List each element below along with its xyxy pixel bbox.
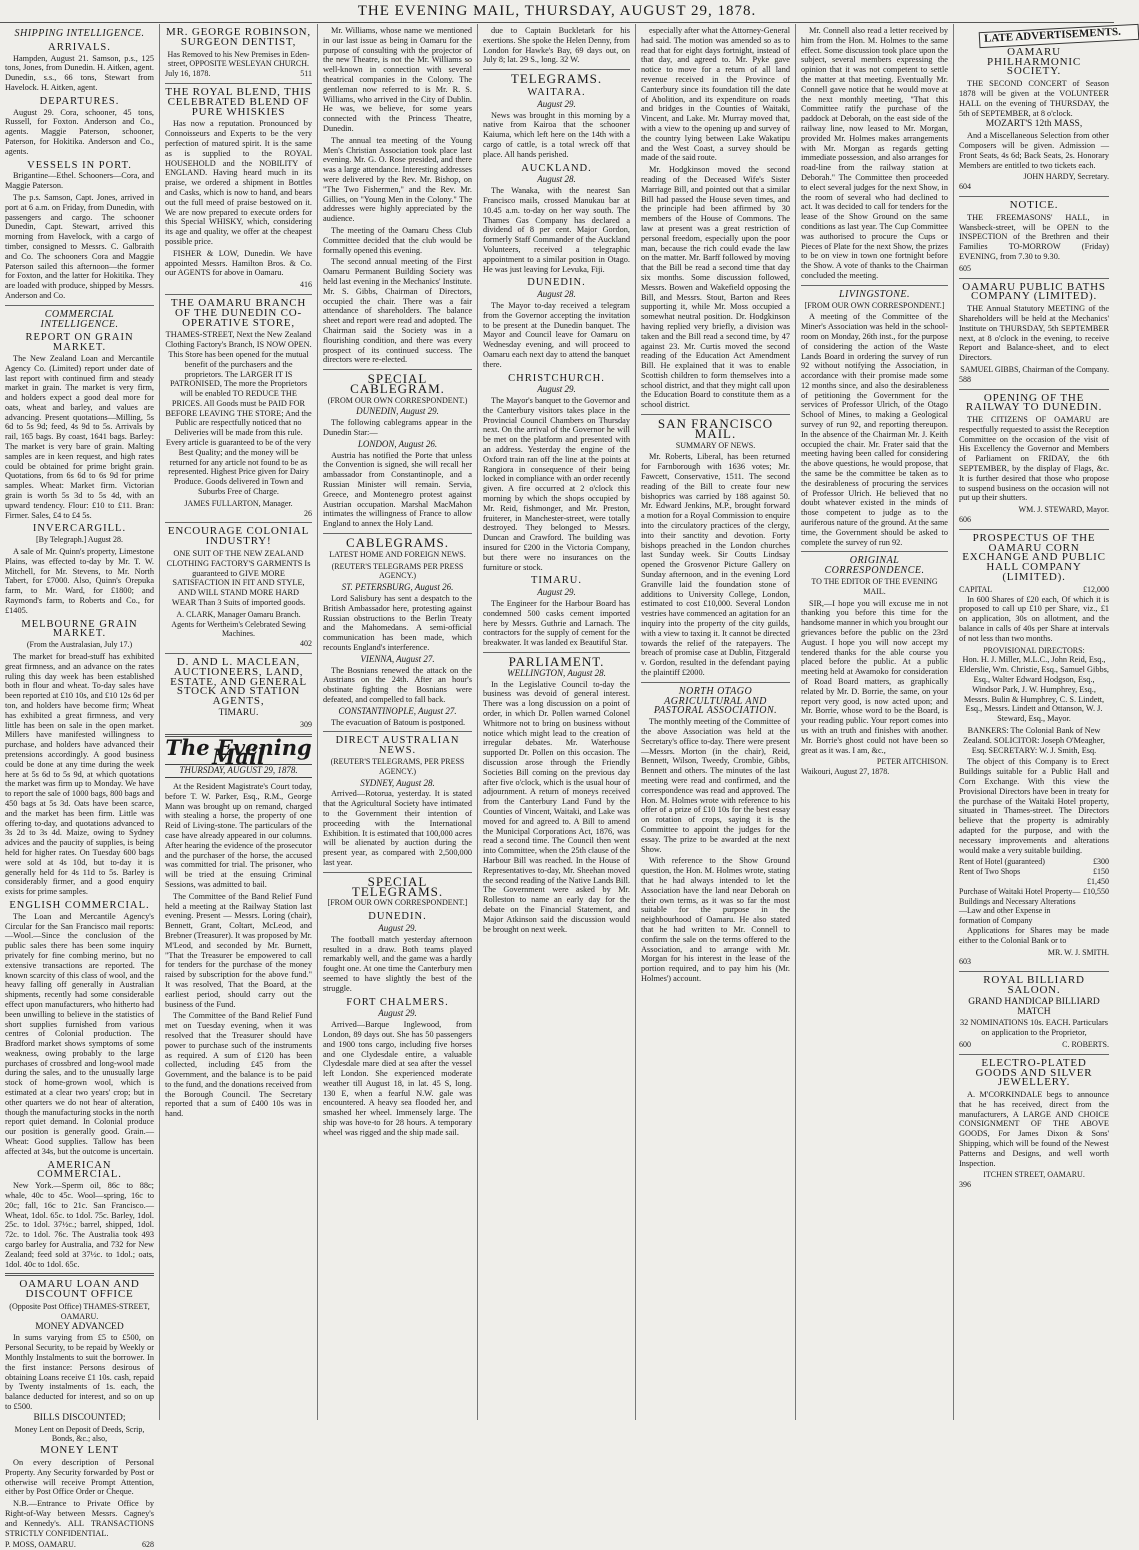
fishburn-text: FISHER & LOW, Dunedin. We have appointed Messrs. Hamilton Bros. & Co. our AGENTS for above in Oamaru. bbox=[165, 248, 312, 278]
livingstone-text: A meeting of the Committee of the Miner's Association was held in the school-room on Monday, 26th inst., for the purpose of considering the action of the Waste Lands Board in ordering the survey of run 92 without notifying the Association, in accordance with their promise made some 12 months since, and also the desirableness of petitioning the Government for the services of Professor Ulrich, of the Otago School of Mines, to making a Geological survey of run 92, and reporting thereupon. In the absence of the Chairman Mr. J. Keith occupied the chair. Mr. Frater said that the meeting having been called for considering the above questions, he would propose, that the same be the committee be taken as to the desirableness of procuring the services of Professor Ulrich. He believed that no doubt whatever existed in the minds of those competent to judge as to the auriferous nature of the ground. At the same time, the Government should be asked to complete the survey of run 92. bbox=[801, 312, 948, 547]
column-4 bbox=[478, 24, 636, 1420]
divider bbox=[165, 653, 312, 654]
electro-text: A. M'CORKINDALE begs to announce that he has received, direct from the manufacturers, A LARGE AND CHOICE CONSIGNMENT OF THE ABOVE GOODS, For James Dixon & Sons' Shipping, which will be found of the Newest Patterns and Designs, and well worth Inspection. bbox=[959, 1090, 1109, 1168]
column-2 bbox=[160, 24, 318, 1420]
capital-label: CAPITAL bbox=[959, 584, 993, 594]
coop-text: THAMES-STREET, Next the New Zealand Clothing Factory's Branch, IS NOW OPEN. This Store has been opened for the mutual benefit of the purchasers and the proprietors. The LARGER IT IS PATRONISED, The more the Proprietors will be enabled TO REDUCE THE PRICES. All Goods must be PAID FOR BEFORE LEAVING THE STORE; And the Public are respectfully noticed that no Deliveries will be made from this rule. Every article is guaranteed to be of the very Best Quality; and the money will be returned for any article not found to be as represented. Highest Price given for Dairy Produce. Goods delivered in Town and Suburbs Free of Charge. bbox=[165, 330, 312, 497]
late-ads-banner: LATE ADVERTISEMENTS. bbox=[979, 24, 1139, 48]
cable-place: DUNEDIN, August 29. bbox=[356, 406, 439, 417]
baths-ad bbox=[959, 280, 1109, 385]
loan-office-ad bbox=[5, 1280, 154, 1550]
american-text: New York.—Sperm oil, 86c to 88c; whale, 40c to 45c. Wool—spring, 16c to 20c; fall, 16c to 21c. San Francisco.—Wheat, 1dol. 65c. to 1dol. 75c. Barley, 1dol. 25c. to 1dol. 37½c.; barrel, shipped, 1dol. 72c. to 1dol. 76c. The Australia took 493 cargo barley for Australia, and 732 for New Zealand; feed sold at 37½c. to 1dol.; oats, 1dol. 40c to 1dol. 65c. bbox=[5, 1181, 154, 1269]
billiard-ad bbox=[959, 976, 1109, 1050]
encourage-ad bbox=[165, 527, 312, 649]
christchurch-heading: CHRISTCHURCH. bbox=[508, 372, 605, 384]
grain-text: The New Zealand Loan and Mercantile Agency Co. (Limited) report under date of last report with continued firm and steady market in grain. The market is very firm, and holders expect a good deal more for oats, wheat and barley, and values are advancing. Present quotations—Milling, 5s 6d to 5s 9d; feed, 4s 9d to 5s. Arrivals by rail, 165 bags. By coast, 1641 bags. Barley: The market is very bare of grain. Malting samples are in keen request, and high rates could be obtained for prime bright grain. Quotations, from 6s 6d to 6s 9d for prime samples. Wheat: Market firm. Victorian grain is worth 5s 3d to 5s 4d, with an upward tendency. Flour: £10 to £11. Bran: Firmer. Sales, £4 to £4 5s. bbox=[5, 353, 154, 520]
body-text: Mr. Hodgkinson moved the second reading of the Deceased Wife's Sister Marriage Bill, and pointed out that a similar Bill had passed the House seven times, and the principle had been affirmed by 30 members of the House of Commons. The law at present was a great restriction of personal freedom, especially upon the poor man, because the rich could evade the law on the matter. Mr. Barff followed by moving that the Bill be read a second time that day six months. Some discussion followed, Messrs. Bowen and Wakefield opposing the Bill, and Messrs. Stout, Barton and Rees supporting it, while Mr. Moss occupied a somewhat neutral position. Dr. Hodgkinson having replied very briefly, a division was taken and the Bill read a second time, by 47 against 23. Mr. Curtis moved the second reading of the Education Act Amendment Bill. He explained that it was to enable Scottish children to form themselves into a school district, and that they might call upon the Education Board to constitute them as a school district. bbox=[641, 165, 790, 410]
encourage-agents: Agents for Wertheim's Celebrated Sewing Machines. bbox=[171, 619, 306, 639]
money-text: In sums varying from £5 to £500, on Personal Security, to be repaid by Weekly or Monthly Instalments to suit the borrower. In the first instance: Persons desirous of obtaining Loans receive £1 10s. cash, repaid by Twenty instalments of 1s. each, the balance deducted for interest, and so on up to £500. bbox=[5, 1333, 154, 1411]
prospectus-title: PROSPECTUS OF THE OAMARU CORN EXCHANGE AND PUBLIC HALL COMPANY (LIMITED). bbox=[962, 531, 1106, 584]
divider bbox=[959, 1054, 1109, 1055]
philharmonic-sign: JOHN HARDY, Secretary. bbox=[1023, 172, 1109, 182]
vienna-place: VIENNA, August 27. bbox=[360, 653, 435, 664]
applications-sign: MR. W. J. SMITH. bbox=[1047, 947, 1109, 957]
tea-text: The annual tea meeting of the Young Men's Christian Association took place last evening. Mr. G. O. Rose presided, and there was a large attendance. Interesting addresses were delivered by the Rev. Mr. Bishop, on "The Two Fishermen," and the Rev. Mr. Gillies, on "Young Men in the Colony." The addresses were highly appreciated by the audience. bbox=[323, 135, 472, 224]
grain-heading: REPORT ON GRAIN MARKET. bbox=[25, 332, 134, 354]
dunedin-place: August 29. bbox=[378, 922, 417, 933]
loan-office-sub: (Opposite Post Office) THAMES-STREET, OAMARU. bbox=[9, 1302, 150, 1321]
applications-num: 603 bbox=[959, 957, 971, 967]
railway-num: 606 bbox=[959, 515, 971, 525]
divider bbox=[323, 369, 472, 370]
closing-text: With reference to the Show Ground question, the Hon. M. Holmes wrote, stating that he had always intended to let the Association have the land near Deborah on their own terms, as it was so far the most suitable for the purpose in the neighbourhood of Oamaru. He also stated that he had written to Mr. Connell to confirm the sale on the terms offered to the Association, and to arrange with Mr. Morgan for his interest in the lease of the portion required, and to pay him his (Mr. Holmes') account. bbox=[641, 856, 790, 983]
divider bbox=[165, 522, 312, 523]
electro-num: 396 bbox=[959, 1180, 971, 1190]
encourage-num: 402 bbox=[300, 639, 312, 649]
estimate-value: £300 bbox=[1093, 857, 1109, 867]
sf-text: Mr. Roberts, Liberal, has been returned for Farnborough with 1636 votes; Mr. Fawcett, Conservative, 1511. The second reading of the Bill to create four new bishoprics was carried by 188 against 50. Mr. Edward Jenkins, M.P., brought forward a motion for a Royal Commission to enquire into the circulatory practices of the clergy, into their sanctity and devotion. Forty bishops preached in the London churches last Sunday week. Sir Coutts Lindsay opened the Grosvenor Picture Gallery on Sunday afternoon, and in the evening Lord Granville laid the foundation stone of additions to University College, London, estimated to cost £10,000. Several London vestries have commenced an agitation for an inquiry into the property of the city guilds, with a view to taxing it. It cannot be directed towards the relief of the ratepayers. The breach of promise case at Dublin, Fitzgerald v. Gordon, resulted in the defendant paying the plaintiff £2000. bbox=[641, 452, 790, 677]
dunedin-text: The football match yesterday afternoon resulted in a draw. Both teams played remarkably well, and the game was a hardly fought one. At one time the Canterbury men seemed to have slightly the best of the struggle. bbox=[323, 934, 472, 993]
estimate-value: £10,550 bbox=[1083, 886, 1109, 896]
arrivals-heading: ARRIVALS. bbox=[48, 41, 111, 53]
moment-text: On every description of Personal Property. Any Security forwarded by Post or otherwise will receive Prompt Attention, either by Post Office Order or Cheque. bbox=[5, 1457, 154, 1497]
philharmonic-num: 604 bbox=[959, 182, 971, 192]
table-row bbox=[959, 857, 1109, 867]
coop-num: 26 bbox=[304, 508, 312, 518]
arrivals-text: Hampden, August 21. Samson, p.s., 125 tons, Jones, from Dunedin. H. Aitken, agent. Dunedin, s.s., 66 tons, Stewart from Havelock. H. Aitken, agent. bbox=[5, 53, 154, 92]
estimate-label: Rent of Hotel (guaranteed) bbox=[959, 857, 1045, 867]
estimate-label: Rent of Two Shops bbox=[959, 867, 1021, 877]
livingstone-heading: LIVINGSTONE. bbox=[838, 288, 911, 300]
divider bbox=[959, 196, 1109, 197]
capital-text: In 600 Shares of £20 each, Of which it is proposed to call up £10 per Share, viz., £1 on application, 30s on allotment, and the balance in calls of 40s per Share at intervals of not less than two months. bbox=[959, 594, 1109, 643]
railway-sign: WM. J. STEWARD, Mayor. bbox=[1018, 505, 1109, 515]
invercargill-sub: [By Telegraph.] August 28. bbox=[35, 535, 124, 545]
newspaper-nameplate: The Evening Mail bbox=[165, 734, 312, 770]
philharmonic-ad bbox=[959, 45, 1109, 192]
sydney-place: SYDNEY, August 28. bbox=[360, 777, 435, 788]
english-text: The Loan and Mercantile Agency's Circular for the San Francisco mail reports:—Wool.—Since the conclusion of the public sales there has been some inquiry privately for fine combing merino, but no extensive transactions are reported. The known scarcity of this class of wool, and the heavy falling off generally in Australian shipments, recently had some considerable effect upon manufacturers, who hitherto had been unwilling to believe in the statistics of short supplies furnished from various centres of Colonial production. The Bradford market shows symptoms of some weakness, owing probably to the large purchases of crossbred and long-wool made during the sales, and to the unusually large stock of home-grown wool, which is estimated at a clear two years' crop; but in other quarters we do not hear of alteration, though the manufacturing stocks in the north report quiet demand. In Colonial produce our position is generally good. Grain.—Wheat: Good supplies. Tallow has been affected at 34s, but the outcome is uncertain. bbox=[5, 911, 154, 1156]
divider bbox=[959, 278, 1109, 279]
constantinople-place: CONSTANTINOPLE, August 27. bbox=[338, 705, 457, 716]
auckland-heading: AUCKLAND. bbox=[521, 162, 592, 174]
divider bbox=[641, 414, 790, 415]
bills-text: Money Lent on Deposit of Deeds, Scrip, Bonds, &c.; also, bbox=[14, 1424, 145, 1444]
moment-heading: MONEY LENT bbox=[40, 1444, 119, 1457]
divider bbox=[801, 285, 948, 286]
column-6 bbox=[796, 24, 954, 1420]
maclean-ad bbox=[165, 658, 312, 730]
divider bbox=[641, 682, 790, 683]
constantinople-text: The evacuation of Batoum is postponed. bbox=[331, 717, 466, 727]
philharmonic-text: THE SECOND CONCERT of Season 1878 will be given at the VOLUNTEER HALL on the evening of THURSDAY, the 5th of SEPTEMBER, at 8 o'clock. bbox=[959, 79, 1109, 118]
object-text: The object of this Company is to Erect Buildings suitable for a Public Hall and Corn Exchange. With this view the Provisional Directors have been in treaty for the purchase of the Waitaki Hotel property, situated in Thames-street. The Directors believe that the property is admirably adapted for the purpose, and with the necessary improvements and alterations would make a very suitable building. bbox=[959, 757, 1109, 855]
philharmonic-more: And a Miscellaneous Selection from other Composers will be given. Admission — Front Seats, 4s 6d; Back Seats, 2s. Honorary Members are entitled to two tickets each. bbox=[959, 131, 1109, 170]
melbourne-text: The market for bread-stuff has exhibited great firmness, and an advance on the rates ruling this day week has been established both in flour and wheat. To-day sales have been reported at £10 10s, and £10 12s 6d per ton, and holders have become firm; Wheat has exhibited a great firmness, and very little has been on sale in the open market. Millers have manifested willingness to purchase, and holders have advanced their pretensions accordingly. A good business could be done at any time during the week here at 5s 6d to 5s 9d, at which quotations the market was firm up to Monday. We have to report the sale of 1000 bags, 800 bags and 450 bags at 5s 3d. Oats have been scarce, and the market has been firm. Little was offering to-day, and quotations advanced to 3s 2d to 3s 4d. Maize, owing to Sydney advices and the paucity of supplies, is being held for higher rates. On Tuesday 600 bags were sold at 4s 10d, but to-day it is generally held for 4s 11d to 5s. Barley is considerably firmer, and a good enquiry exists for prime samples. bbox=[5, 652, 154, 897]
encourage-title: ENCOURAGE COLONIAL INDUSTRY! bbox=[167, 525, 310, 548]
petersburg-place: ST. PETERSBURG, August 26. bbox=[341, 582, 454, 593]
table-row bbox=[959, 877, 1109, 887]
parliament-text: In the Legislative Council to-day the business was devoid of general interest. There was a long discussion on a point of order, in which Dr. Pollen warned Colonel Whitmore not to bring on business without notice which might lead to the creation of irregular debates. Mr. Waterhouse supported Dr. Pollen on this occasion. The discussion arose through the Friendly Societies Bill coming on the previous day after five o'clock, which is the usual hour of adjournment. A return of moneys received from the Canterbury Land Fund by the Counties of Vincent, Waitaki, and Lake was moved for and agreed to. A Bill to amend the Municipal Corporations Act, 1876, was read a second time. The Council then went into Committee, when the 25th clause of the Harbour Bill was reached. In the House of Representatives to-day, Mr. Sheehan moved the second reading of the Native Lands Bill. The Government were asked by Mr. Rolleston to name an early day for the debate on the Financial Statement, and Major Atkinson said the discussion would be brought on next week. bbox=[483, 679, 631, 934]
column-7 bbox=[954, 24, 1122, 1420]
cable-sub: (FROM OUR OWN CORRESPONDENT.) bbox=[327, 395, 468, 405]
parliament-heading: PARLIAMENT. bbox=[508, 654, 605, 670]
nota-heading: NORTH OTAGO AGRICULTURAL AND PASTORAL ASSOCIATION. bbox=[653, 685, 778, 717]
table-row bbox=[959, 887, 1109, 926]
notice-title: NOTICE. bbox=[1009, 198, 1059, 211]
original-sub: TO THE EDITOR OF THE EVENING MAIL. bbox=[811, 577, 938, 596]
robinson-footer bbox=[165, 69, 312, 79]
divider bbox=[323, 533, 472, 534]
bills-heading: BILLS DISCOUNTED; bbox=[33, 1412, 126, 1423]
directors-heading: PROVISIONAL DIRECTORS: bbox=[983, 645, 1085, 655]
waitara-text: News was brought in this morning by a native from Kairoa that the schooner Kaiuma, which left here on the 14th with a cargo of cattle, is a total wreck off that place. All hands perished. bbox=[483, 110, 630, 159]
billiard-sign: C. ROBERTS. bbox=[1062, 1039, 1109, 1049]
encourage-sign: A. CLARK, Manager Oamaru Branch. bbox=[176, 609, 301, 619]
dunedin-place: August 28. bbox=[537, 289, 576, 300]
dunedin-text: The Mayor to-day received a telegram from the Governor accepting the invitation to be present at the Dunedin banquet. The Mayor and Council leave for Oamaru on Wednesday evening, and will proceed to Oamaru each next day to attend the banquet there. bbox=[483, 300, 630, 369]
philharmonic-title: OAMARU PHILHARMONIC SOCIETY. bbox=[987, 45, 1081, 78]
railway-text: THE CITIZENS OF OAMARU are respectfully requested to assist the Reception Committee on the occasion of the visit of His Excellency the Governor and Members of Parliament on FRIDAY, the 6th SEPTEMBER, by the display of Flags, &c. It is further desired that those who propose to suspend business on the occasion will not put up their shutters. bbox=[959, 415, 1109, 503]
robinson-title: MR. GEORGE ROBINSON, SURGEON DENTIST, bbox=[166, 26, 311, 48]
intro-text: Mr. Connell also read a letter received by him from the Hon. M. Holmes to the same effect. Some discussion took place upon the subject, several members expressing the opinion that it was not competent to settle the matter at that meeting. Eventually Mr. Connell gave notice that he would move at the next monthly meeting, "That this Committee ratify the purchase of the paddock at Deborah, on the east side of the railway line, now leased to Mr. Morgan, provided Mr. Holmes makes arrangements with Mr. Morgan as regards getting immediate possession, and also arranges for road-line from the railway station at Deborah." The Committee then proceeded to elect several judges for the next Show, in the room of several who had declined to act. It was decided to call for tenders for the lease of the Show Ground on the same conditions as last year. The Cup Committee was authorised to procure the Cups or Pieces of Plate for the next Show, the prizes to be on view in town one fortnight before the Show. A vote of thanks to the Chairman concluded the meeting. bbox=[801, 26, 948, 280]
waitara-place: August 29. bbox=[537, 98, 576, 109]
london-text: Austria has notified the Porte that unless the Convention is signed, she will recall her ambassador from Constantinople, and a Russian Minister will remain. Servia, Greece, and Montenegro protest against Austrian occupation. Marshal MacMahon intimates the willingness of France to allow England to annex the Holy Land. bbox=[323, 450, 472, 529]
vessels-text: Brigantine—Ethel. Schooners—Cora, and Maggie Paterson. bbox=[5, 171, 154, 191]
divider bbox=[959, 971, 1109, 972]
billiard-text: 32 NOMINATIONS 10s. EACH. Particulars on application to the Proprietor, bbox=[960, 1018, 1108, 1038]
christchurch-place: August 29. bbox=[537, 384, 576, 395]
estimate-label: Purchase of Waitaki Hotel Property—Buildings and Necessary Alterations—Law and other Expense in formation of Company bbox=[959, 886, 1081, 926]
divider bbox=[165, 83, 312, 84]
petersburg-text: Lord Salisbury has sent a despatch to the British Ambassador here, protesting against Russian obstructions to the Berlin Treaty and the Mahomedans. A semi-official communication has been made, which recounts England's interference. bbox=[323, 594, 472, 653]
blend-ad bbox=[165, 85, 312, 290]
telegrams-heading: TELEGRAMS. bbox=[510, 71, 603, 87]
divider bbox=[5, 305, 154, 306]
nota-text: The monthly meeting of the Committee of the above Association was held at the Secretary's office to-day. There were present—Messrs. Morton (in the chair), Reid, Bennett, Wilson, Tweedy, Crombie, Gibbs, Bennett and others. The minutes of the last meeting were read and confirmed, and the correspondence was read and approved. The Hon. M. Holmes wrote with reference to his offer of a prize of £10 10s for the best essay on rotation of crops, saying it is the Committee to appoint the judges for the essay. The prize to be awarded at the next Show. bbox=[641, 717, 790, 854]
estimate-table bbox=[959, 857, 1109, 926]
philharmonic-mass: MOZART'S 12th MASS, bbox=[985, 119, 1083, 130]
electro-sign: ITCHEN STREET, OAMARU. bbox=[983, 1170, 1085, 1180]
fort-text: Arrived—Barque Inglewood, from London, 89 days out. She has 50 passengers and 1900 tons cargo, including five horses and one Clydesdale entire, a valuable Clydesdale mare died at sea after the vessel left London. She experienced moderate weather till August 18, in lat. 45 S, long. 130 E, when a fearful N.W. gale was encountered. A heavy sea flooded her, and smashed her wheel. Immensely large. The ship was hove-to for 28 hours. A temporary wheel was rigged and the ship made sail. bbox=[323, 1020, 472, 1137]
special-sub: [FROM OUR OWN CORRESPONDENT.] bbox=[327, 898, 468, 908]
moss-text: P. MOSS, OAMARU. bbox=[5, 1540, 76, 1550]
special-heading: SPECIAL TELEGRAMS. bbox=[351, 873, 444, 899]
shipping-body: The p.s. Samson, Capt. Jones, arrived in port at 6 a.m. on Friday, from Dunedin, with passengers and cargo. The schooner Dunedin, Capt. Stewart, arrived this morning from Havelock, with a cargo of timber, consigned to Messrs. C. Galbraith and Co. The schooners Cora and Maggie Paterson sailed this afternoon—the former for Foxton, and the latter for Hokitika. They are loaded with produce, shipped by Messrs. Anderson and Co. bbox=[5, 192, 154, 300]
estimate-value: £1,450 bbox=[1087, 876, 1109, 886]
meeting-text: The second annual meeting of the First Oamaru Permanent Building Society was held last evening in the Mechanics' Institute. Mr. S. Gibbs, Chairman of Directors, occupied the chair. There was a fair attendance of shareholders. The balance sheet and report were read and adopted. The Chairman said the Society was in a flourishing condition, and there was every prospect of its continued success. The directors were re-elected. bbox=[323, 257, 472, 365]
intro-text: due to Captain Buckletark for his exertions. She spoke the Helen Denny, from London for Hawke's Bay, 69 days out, on July 8; lat. 29 S., long. 32 W. bbox=[483, 26, 630, 65]
divider bbox=[165, 294, 312, 295]
billiard-footer bbox=[959, 1040, 1109, 1050]
timaru-text: The Engineer for the Harbour Board has condemned 500 casks cement imported here by Messrs. Guthrie and Larnach. The contractors for the supply of cement for the breakwater. It was landed ex Beautiful Star. bbox=[483, 599, 630, 648]
money-heading: MONEY ADVANCED bbox=[35, 1321, 124, 1332]
dateline: THURSDAY, AUGUST 29, 1878. bbox=[165, 764, 312, 778]
newspaper-columns bbox=[0, 24, 1122, 1550]
cable-heading: SPECIAL CABLEGRAM. bbox=[350, 371, 445, 396]
divider bbox=[5, 1273, 154, 1276]
chess-text: The meeting of the Oamaru Chess Club Committee decided that the club would be formally opened this evening. bbox=[323, 225, 472, 255]
electro-title: ELECTRO-PLATED GOODS AND SILVER JEWELLERY. bbox=[975, 1056, 1093, 1089]
billiard-num: 600 bbox=[959, 1039, 971, 1049]
shipping-heading: SHIPPING INTELLIGENCE. bbox=[14, 28, 145, 39]
dunedin-heading: DUNEDIN. bbox=[368, 911, 427, 923]
livingstone-sub: [FROM OUR OWN CORRESPONDENT.] bbox=[804, 300, 945, 310]
baths-sign: SAMUEL GIBBS, Chairman of the Company. bbox=[960, 364, 1109, 374]
cablegrams-heading: CABLEGRAMS. bbox=[345, 535, 450, 551]
fort-heading: FORT CHALMERS. bbox=[346, 996, 449, 1008]
table-row bbox=[959, 867, 1109, 877]
capital-row bbox=[959, 585, 1109, 595]
bankers-text: BANKERS: The Colonial Bank of New Zealand. SOLICITOR: Joseph O'Meagher, Esq. SECRETARY: W. J. Smith, Esq. bbox=[963, 726, 1105, 755]
divider bbox=[959, 389, 1109, 390]
baths-title: OAMARU PUBLIC BATHS COMPANY (LIMITED). bbox=[962, 280, 1106, 303]
committee-text: The Committee of the Band Relief Fund met on Tuesday evening, when it was resolved that the Treasurer should have power to purchase such of the instruments as required. A sum of £120 has been collected, including £45 from the Government, and the balance is to be paid to the fund, and the donations received from the Borough Council. The Secretary reported that a sum of £400 10s was in hand. bbox=[165, 1011, 312, 1119]
encourage-text: ONE SUIT OF THE NEW ZEALAND CLOTHING FACTORY'S GARMENTS Is guaranteed to GIVE MORE SATISFACTION IN FIT AND STYLE, AND WILL STAND MORE HARD WEAR Than 3 Suits of imported goods. bbox=[166, 549, 311, 608]
melbourne-heading: MELBOURNE GRAIN MARKET. bbox=[21, 618, 138, 640]
baths-text: THE Annual Statutory MEETING of the Shareholders will be held at the Mechanics' Institute on THURSDAY, 5th SEPTEMBER next, at 8 o'clock in the evening, to receive Report and Balance-sheet, and to elect Directors. bbox=[959, 304, 1109, 363]
american-heading: AMERICAN COMMERCIAL. bbox=[37, 1159, 122, 1181]
notice-text: THE FREEMASONS' HALL, in Wansbeck-street, will be OPEN to the INSPECTION of the Brethren and their Families TO-MORROW (Friday) EVENING, from 7.30 to 9.30. bbox=[959, 212, 1109, 261]
capital-value: £12,000 bbox=[1083, 584, 1109, 594]
auckland-place: August 28. bbox=[537, 174, 576, 185]
reuter-note: (REUTER'S TELEGRAMS PER PRESS AGENCY.) bbox=[331, 561, 464, 581]
intro-text: Mr. Williams, whose name we mentioned in our last issue as being in Oamaru for the purpose of consulting with the projector of the new Theatre, is not the Mr. Williams so well-known in connection with several theatrical companies in the Colony. The gentleman now referred to is Mr. R. S. Williams, who arrived in the City of Dublin. He was, we believe, for some years connected with the Princess Theatre, Dunedin. bbox=[323, 26, 472, 133]
railway-title: OPENING OF THE RAILWAY TO DUNEDIN. bbox=[965, 391, 1103, 414]
estimate-value: £150 bbox=[1093, 867, 1109, 877]
timaru-place: August 29. bbox=[537, 587, 576, 598]
column-1 bbox=[0, 24, 160, 1550]
divider bbox=[959, 529, 1109, 530]
dunedin-heading: DUNEDIN. bbox=[527, 277, 586, 289]
notice-num: 605 bbox=[959, 263, 971, 273]
original-date: Waikouri, August 27, 1878. bbox=[801, 767, 890, 777]
english-heading: ENGLISH COMMERCIAL. bbox=[9, 899, 150, 911]
prospectus-ad bbox=[959, 531, 1109, 967]
melbourne-sub: (From the Australasian, July 17.) bbox=[26, 640, 133, 650]
robinson-text: Has Removed to his New Premises in Eden-street, OPPOSITE WESLEYAN CHURCH. bbox=[167, 49, 310, 69]
coop-title: THE OAMARU BRANCH OF THE DUNEDIN CO-OPERATIVE STORE, bbox=[170, 296, 307, 329]
column-5 bbox=[636, 24, 796, 1420]
sydney-text: Arrived—Rotorua, yesterday. It is stated that the Agricultural Society have intimated to the Government their intention of proceeding with the International Exhibition. It is estimated that 100,000 acres will be alienated by auction during the present year, as compared with 2,500,000 last year. bbox=[323, 789, 472, 867]
divider bbox=[323, 872, 472, 873]
maclean-title: D. AND L. MACLEAN, AUCTIONEERS, LAND, ESTATE, AND GENERAL STOCK AND STATION AGENTS, bbox=[170, 656, 307, 708]
billiard-sub: GRAND HANDICAP BILLIARD MATCH bbox=[968, 996, 1100, 1017]
vessels-heading: VESSELS IN PORT. bbox=[27, 159, 132, 171]
waitara-heading: WAITARA. bbox=[527, 86, 586, 98]
notice-ad bbox=[959, 198, 1109, 274]
auckland-text: The Wanaka, with the nearest San Francisco mails, crossed Manukau bar at 10.45 a.m. to-day on her way south. The Thames Gas Company has declared a dividend of 8 per cent. Major Gordon, formerly Staff Commander of the Auckland Volunteers, received a telegraphic appointment to a similar position in Otago. He was just leaving for Levuka, Fiji. bbox=[483, 186, 630, 274]
coop-sign: JAMES FULLARTON, Manager. bbox=[184, 498, 293, 508]
departures-text: August 29. Cora, schooner, 45 tons, Russell, for Foxton. Anderson and Co., agents. Maggie Paterson, schooner, Paterson, for Hokitika. Anderson and Co., agents. bbox=[5, 107, 154, 156]
sf-heading: SAN FRANCISCO MAIL. bbox=[657, 416, 774, 441]
invercargill-text: A sale of Mr. Quinn's property, Limestone Plains, was effected to-day by Mr. T. W. Mitchell, for Mr. Stevens, to Mr. North Tabert, for £7000. Also, Quinn's Orepuka farm, to Mr. Ward, for £1800; and Raymond's farm, to Roberts and Co., for £1405. bbox=[5, 547, 154, 615]
cablegrams-sub: LATEST HOME AND FOREIGN NEWS. bbox=[329, 549, 466, 559]
fort-place: August 29. bbox=[378, 1008, 417, 1019]
nb-text: N.B.—Entrance to Private Office by Right-of-Way between Messrs. Cagney's and Kennedy's. ALL TRANSACTIONS STRICTLY CONFIDENTIAL. bbox=[5, 1499, 154, 1538]
column-3 bbox=[318, 24, 478, 1420]
australian-heading: DIRECT AUSTRALIAN NEWS. bbox=[335, 735, 460, 757]
vienna-text: The Bosnians renewed the attack on the Austrians on the 24th. After an hour's obstinate fighting the Bosnians were defeated, and compelled to fall back. bbox=[323, 665, 472, 704]
railway-ad bbox=[959, 391, 1109, 525]
maclean-place: TIMARU. bbox=[218, 708, 259, 718]
fire-text: The Committee of the Band Relief Fund held a meeting at the Railway Station last evening. Present — Messrs. Loring (chair), Bennett, Grant, Coltart, McLeod, and Brebner (Treasurer). It was proposed by Mr. M'Leod, and seconded by Mr. Burnett, "That the Treasurer be empowered to call for tenders for the purchase of the money raised by subscription for the above fund." It was resolved, That the Board, at the earliest period, should carry out the business of the Fund. bbox=[165, 891, 312, 1009]
parliament-place: WELLINGTON, August 28. bbox=[507, 667, 606, 678]
australian-sub: (REUTER'S TELEGRAMS, PER PRESS AGENCY.) bbox=[330, 756, 465, 776]
applications-text: Applications for Shares may be made either to the Colonial Bank or to bbox=[959, 925, 1109, 945]
court-text: At the Resident Magistrate's Court today, before T. W. Parker, Esq., R.M., George Mann was brought up on remand, charged with stealing a horse, the property of one Reid of Living-stone. The particulars of the case have already appeared in our columns. After hearing the evidence of the prosecutor and the purchaser of the horse, the accused was committed for trial. The prisoner, who will be tried at the ensuing Criminal Sessions, was admitted to bail. bbox=[165, 781, 312, 889]
cable-text: The following cablegrams appear in the Dunedin Star:— bbox=[323, 418, 472, 438]
masthead: THE EVENING MAIL, THURSDAY, AUGUST 29, 1878. bbox=[0, 0, 1114, 23]
loan-office-title: OAMARU LOAN AND DISCOUNT OFFICE bbox=[19, 1278, 140, 1301]
original-heading: ORIGINAL CORRESPONDENCE. bbox=[824, 555, 925, 577]
divider bbox=[483, 652, 630, 653]
sf-sub: SUMMARY OF NEWS. bbox=[675, 440, 756, 450]
fishburn-num: 416 bbox=[300, 280, 312, 290]
billiard-title: ROYAL BILLIARD SALOON. bbox=[983, 974, 1085, 996]
departures-heading: DEPARTURES. bbox=[39, 95, 120, 107]
invercargill-heading: INVERCARGILL. bbox=[32, 523, 127, 535]
electro-ad bbox=[959, 1056, 1109, 1190]
divider bbox=[483, 69, 630, 70]
commercial-heading: COMMERCIAL INTELLIGENCE. bbox=[40, 308, 119, 330]
coop-ad bbox=[165, 296, 312, 519]
baths-num: 588 bbox=[959, 374, 971, 384]
robinson-ad bbox=[165, 28, 312, 79]
christchurch-text: The Mayor's banquet to the Governor and the Canterbury visitors takes place in the Provincial Council Chambers on Thursday next. On the arrival of the Governor he will be met on the platform and presented with an address. Yesterday the engine of the Oxford train ran off the line at the points at Rangiora in consequence of their being locked in compliance with an order recently given. A fire occurred at 2 o'clock this morning by which the shops occupied by Mr. Reid, fishmonger, and Mr. Preston, fruiterer, in Manchester-street, were totally destroyed. They belonged to Messrs. Duncan and Crawford. The building was insured for £200 in the Victoria Company, but there were no insurances on the furniture or stock. bbox=[483, 396, 630, 572]
robinson-date: July 16, 1878. bbox=[165, 69, 211, 79]
blend-text: Has now a reputation. Pronounced by Connoisseurs and Experts to be the very perfection of matured spirit. It is the same as is supplied to the ROYAL HOUSEHOLD and the NOBILITY of ENGLAND. Having heard much in its praise, we ordered a shipment in Bottles and Casks, which is now to hand, and bears out the full meed of praise bestowed on it. We are now prepared to execute orders for this Special WHISKY, which, considering its age and quality, we offer at the cheapest possible price. bbox=[165, 119, 312, 246]
divider bbox=[801, 551, 948, 552]
directors-text: Hon. H. J. Miller, M.L.C., John Reid, Esq., Elderslie, Wm. Christie, Esq., Samuel Gibbs, Esq., Walter Edward Hodgson, Esq., Windsor Park, J. W. Humphrey, Esq., Messrs. Bulin & Humphrey, C. S. Lindett, Esq., Messrs. Lindett and Ottanson, W. J. Steward, Esq., Mayor. bbox=[959, 655, 1109, 724]
london-place: LONDON, August 26. bbox=[357, 438, 438, 449]
maclean-num: 309 bbox=[300, 719, 312, 729]
original-sign: PETER AITCHISON. bbox=[876, 757, 948, 767]
moss-signature bbox=[5, 1540, 154, 1550]
divider bbox=[323, 731, 472, 732]
moss-num: 628 bbox=[142, 1540, 154, 1550]
intro-text: especially after what the Attorney-General had said. The motion was amended so as to read that for eight days fortnight, instead of that day, and agreed to. Mr. Pyke gave notice to move for a return of all land revenue received in the Province of Canterbury since its foundation till the date of Abolition, and its expenditure on roads and bridges in the Counties of Waitaki, Vincent, and Lake. Mr. Murray moved that, with a view to the opening up and survey of the country lying between Lake Wakatipu and the West Coast, a survey should be made of the said route. bbox=[641, 26, 790, 163]
timaru-heading: TIMARU. bbox=[530, 575, 583, 587]
blend-title: THE ROYAL BLEND, THIS CELEBRATED BLEND OF PURE WHISKIES bbox=[165, 85, 312, 118]
robinson-num: 511 bbox=[300, 69, 312, 79]
original-text: SIR,—I hope you will excuse me in not thanking you before this time for the handsome manner in which you brought our grievances before the public on the 23rd August. I hope you will now accept my tendered thanks for the able course you placed before the public. At a public meeting held at Awamoko for consideration of Road Board matters, as graphically related by Mr. D. Borrie, the same, on your report very good, is now acted upon; and Mr. Borrie, whose word to be the Board, is your reading public. Your report comes into us with an truth and finishes with another. Mr. Borrie's ghost could not have been so great as it was. I am, &c., bbox=[801, 598, 949, 755]
